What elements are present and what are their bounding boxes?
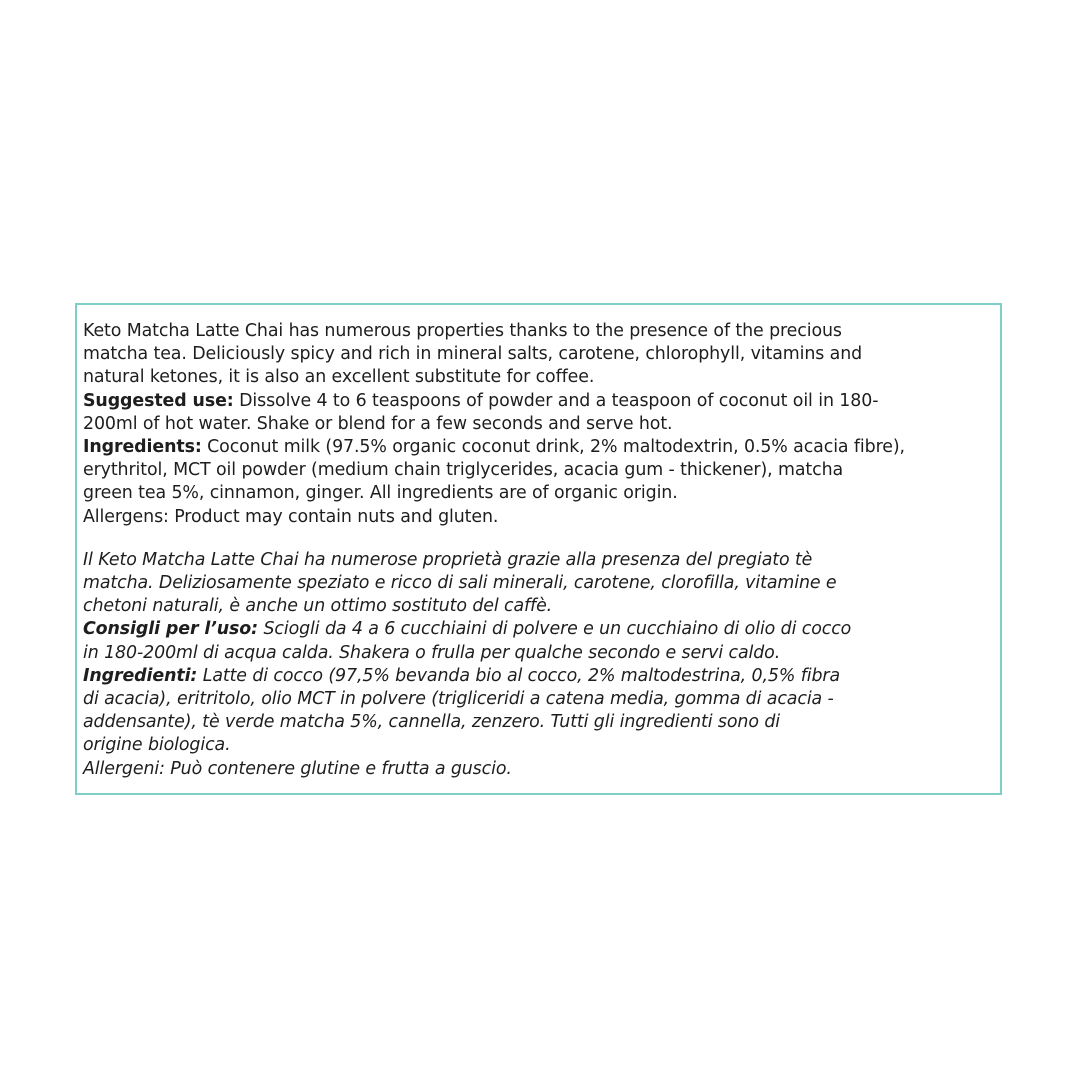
- ingredients-label: Ingredients:: [83, 437, 202, 458]
- ingredients-text: erythritol, MCT oil powder (medium chain triglycerides, acacia gum - thickener), matcha: [83, 460, 844, 481]
- suggested-use-line: [83, 390, 994, 413]
- product-info-box: [75, 303, 1002, 795]
- intro-line: natural ketones, it is also an excellent substitute for coffee.: [83, 367, 595, 388]
- suggested-use-label: Suggested use:: [83, 390, 234, 411]
- suggested-use-text: Dissolve 4 to 6 teaspoons of powder and a teaspoon of coconut oil in 180-: [233, 390, 879, 411]
- ingredients-text: Coconut milk (97.5% organic coconut drink, 2% maltodextrin, 0.5% acacia fibre),: [201, 437, 905, 458]
- ingredients-line: [83, 436, 994, 459]
- intro-line: Keto Matcha Latte Chai has numerous properties thanks to the presence of the precious: [83, 321, 842, 341]
- suggested-use-text: in 180-200ml di acqua calda. Shakera o frulla per qualche secondo e servi caldo.: [83, 642, 781, 663]
- italian-section: [83, 549, 994, 781]
- ingredients-text: di acacia), eritritolo, olio MCT in polvere (trigliceridi a catena media, gomma di acacia -: [83, 689, 834, 710]
- ingredients-text: green tea 5%, cinnamon, ginger. All ingredients are of organic origin.: [83, 483, 678, 504]
- ingredients-text: addensante), tè verde matcha 5%, cannella, zenzero. Tutti gli ingredienti sono di: [83, 712, 780, 733]
- ingredients-line: [83, 665, 994, 688]
- allergens-text: Allergeni: Può contenere glutine e frutta a guscio.: [83, 758, 512, 779]
- intro-line: chetoni naturali, è anche un ottimo sostituto del caffè.: [83, 596, 553, 617]
- intro-line: Il Keto Matcha Latte Chai ha numerose proprietà grazie alla presenza del pregiato tè: [83, 549, 813, 570]
- intro-line: matcha tea. Deliciously spicy and rich in mineral salts, carotene, chlorophyll, vitamins and: [83, 344, 863, 365]
- suggested-use-text: 200ml of hot water. Shake or blend for a few seconds and serve hot.: [83, 413, 673, 434]
- suggested-use-text: Sciogli da 4 a 6 cucchiaini di polvere e un cucchiaino di olio di cocco: [258, 619, 852, 640]
- section-gap: [83, 529, 994, 549]
- suggested-use-line: [83, 618, 994, 641]
- ingredients-text: Latte di cocco (97,5% bevanda bio al cocco, 2% maltodestrina, 0,5% fibra: [197, 665, 841, 686]
- english-section: [83, 320, 994, 529]
- suggested-use-label: Consigli per l’uso:: [83, 619, 259, 640]
- allergens-text: Allergens: Product may contain nuts and gluten.: [83, 506, 499, 527]
- ingredients-text: origine biologica.: [83, 735, 231, 756]
- ingredients-label: Ingredienti:: [83, 665, 198, 686]
- intro-line: matcha. Deliziosamente speziato e ricco di sali minerali, carotene, clorofilla, vitamine e: [83, 573, 837, 594]
